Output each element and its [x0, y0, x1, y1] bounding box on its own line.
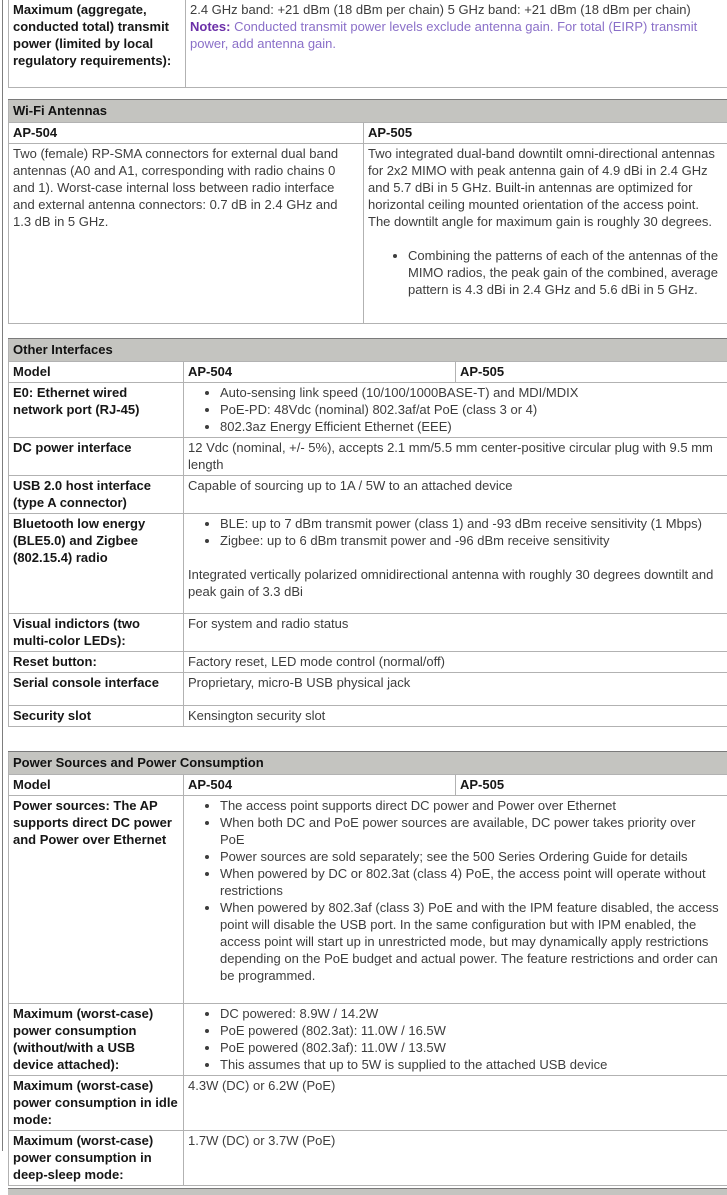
table-row — [9, 796, 727, 1004]
row-label: USB 2.0 host interface (type A connector) — [9, 476, 184, 514]
bullet-item: • This assumes that up to 5W is supplied to the attached USB device — [220, 1056, 722, 1073]
row-label: E0: Ethernet wired network port (RJ-45) — [9, 383, 184, 438]
bullet-list — [188, 1005, 722, 1073]
bullet-item: • 802.3az Energy Efficient Ethernet (EEE) — [220, 418, 722, 435]
table-row — [9, 673, 727, 706]
col-header-ap504: AP-504 — [184, 775, 456, 796]
model-header-row — [9, 123, 727, 144]
row-label: Maximum (worst-case) power consumption in deep-sleep mode: — [9, 1131, 184, 1186]
row-label: DC power interface — [9, 438, 184, 476]
transmit-power-label: Maximum (aggregate, conducted total) transmit power (limited by local regulatory requirements): — [9, 0, 186, 88]
wifi-antennas-title: Wi-Fi Antennas — [9, 100, 727, 123]
table-row — [9, 706, 727, 727]
row-value: 1.7W (DC) or 3.7W (PoE) — [184, 1131, 727, 1186]
bullet-item: • Combining the patterns of each of the antennas of the MIMO radios, the peak gain of the combined, average pattern is 4.3 dBi in 2.4 GHz and 5.6 dBi in 5 GHz. — [408, 247, 722, 298]
table-row — [9, 383, 727, 438]
row-label: Reset button: — [9, 652, 184, 673]
bullet-item: • When powered by DC or 802.3at (class 4) PoE, the access point will operate without restrictions — [220, 865, 722, 899]
bullet-item: • PoE powered (802.3at): 11.0W / 16.5W — [220, 1022, 722, 1039]
col-header-ap504: AP-504 — [9, 123, 364, 144]
ap505-antenna-text: Two integrated dual-band downtilt omni-directional antennas for 2x2 MIMO with peak antenna gain of 4.9 dBi in 2.4 GHz and 5.7 dBi in 5 GHz. Built-in antennas are optimized for horizontal ceiling mounted orientation of the access point. The downtilt angle for maximum gain is roughly 30 degrees. — [368, 145, 722, 230]
row-label: Bluetooth low energy (BLE5.0) and Zigbee (802.15.4) radio — [9, 514, 184, 614]
row-after-text: Integrated vertically polarized omnidirectional antenna with roughly 30 degrees downtilt and peak gain of 3.3 dBi — [188, 566, 722, 600]
table-row — [9, 438, 727, 476]
section-header-row — [9, 100, 727, 123]
page-left-border — [2, 0, 3, 1151]
model-header-row — [9, 362, 727, 383]
bullet-item: • When powered by 802.3af (class 3) PoE and with the IPM feature disabled, the access point will disable the USB port. In the same configuration but with IPM enabled, the access point will start up in unrestricted mode, but may dynamically apply restrictions depending on the PoE budget and actual power. The feature restrictions and order can be programmed. — [220, 899, 722, 984]
bullet-list — [188, 797, 722, 984]
bullet-item: • The access point supports direct DC power and Power over Ethernet — [220, 797, 722, 814]
other-interfaces-table — [8, 338, 727, 727]
ap504-antenna-text: Two (female) RP-SMA connectors for external dual band antennas (A0 and A1, corresponding with radio chains 0 and 1). Worst-case internal loss between radio interface and external antenna connectors: 0.7 dB in 2.4 GHz and 1.3 dB in 5 GHz. — [13, 145, 358, 230]
col-header-ap504: AP-504 — [184, 362, 456, 383]
notes-text: Conducted transmit power levels exclude antenna gain. For total (EIRP) transmit power, add antenna gain. — [190, 19, 697, 51]
row-value-cell — [184, 514, 727, 614]
row-value: Kensington security slot — [184, 706, 727, 727]
next-section-band-partial — [8, 1188, 727, 1195]
col-header-model: Model — [9, 362, 184, 383]
power-table — [8, 751, 727, 1186]
table-row — [9, 144, 727, 324]
row-label: Power sources: The AP supports direct DC power and Power over Ethernet — [9, 796, 184, 1004]
table-row — [9, 614, 727, 652]
table-row — [9, 652, 727, 673]
model-header-row — [9, 775, 727, 796]
bullet-item: • DC powered: 8.9W / 14.2W — [220, 1005, 722, 1022]
power-title: Power Sources and Power Consumption — [9, 752, 727, 775]
row-value: For system and radio status — [184, 614, 727, 652]
bullet-item: • Power sources are sold separately; see the 500 Series Ordering Guide for details — [220, 848, 722, 865]
row-label: Maximum (worst-case) power consumption (without/with a USB device attached): — [9, 1004, 184, 1076]
col-header-ap505: AP-505 — [456, 775, 727, 796]
row-value-cell — [184, 796, 727, 1004]
row-value-cell — [184, 383, 727, 438]
ap505-antenna-bullets — [368, 247, 722, 298]
transmit-power-notes — [190, 18, 722, 52]
wifi-antennas-table — [8, 99, 727, 324]
row-label: Visual indictors (two multi-color LEDs): — [9, 614, 184, 652]
transmit-power-value-cell — [186, 0, 727, 88]
row-value-cell — [184, 1004, 727, 1076]
bullet-item: • PoE powered (802.3af): 11.0W / 13.5W — [220, 1039, 722, 1056]
bullet-item: • Auto-sensing link speed (10/100/1000BASE-T) and MDI/MDIX — [220, 384, 722, 401]
table-row — [9, 0, 727, 88]
row-value: Proprietary, micro-B USB physical jack — [184, 673, 727, 706]
ap504-antenna-cell — [9, 144, 364, 324]
row-label: Serial console interface — [9, 673, 184, 706]
section-header-row — [9, 752, 727, 775]
row-label: Security slot — [9, 706, 184, 727]
table-row — [9, 1004, 727, 1076]
row-label: Maximum (worst-case) power consumption in idle mode: — [9, 1076, 184, 1131]
notes-label: Notes: — [190, 19, 230, 34]
table-row — [9, 1076, 727, 1131]
col-header-ap505: AP-505 — [456, 362, 727, 383]
bullet-item: • Zigbee: up to 6 dBm transmit power and -96 dBm receive sensitivity — [220, 532, 722, 549]
other-interfaces-title: Other Interfaces — [9, 339, 727, 362]
bullet-item: • When both DC and PoE power sources are available, DC power takes priority over PoE — [220, 814, 722, 848]
col-header-model: Model — [9, 775, 184, 796]
row-value: 4.3W (DC) or 6.2W (PoE) — [184, 1076, 727, 1131]
section-header-row — [9, 339, 727, 362]
transmit-power-value: 2.4 GHz band: +21 dBm (18 dBm per chain) 5 GHz band: +21 dBm (18 dBm per chain) — [190, 1, 722, 18]
col-header-ap505: AP-505 — [364, 123, 727, 144]
table-row — [9, 514, 727, 614]
bullet-list — [188, 515, 722, 549]
bullet-list — [188, 384, 722, 435]
bullet-item: • PoE-PD: 48Vdc (nominal) 802.3af/at PoE (class 3 or 4) — [220, 401, 722, 418]
row-value: Factory reset, LED mode control (normal/off) — [184, 652, 727, 673]
table-row — [9, 1131, 727, 1186]
transmit-power-table — [8, 0, 727, 88]
bullet-item: • BLE: up to 7 dBm transmit power (class 1) and -93 dBm receive sensitivity (1 Mbps) — [220, 515, 722, 532]
table-row — [9, 476, 727, 514]
ap505-antenna-cell — [364, 144, 727, 324]
row-value: Capable of sourcing up to 1A / 5W to an attached device — [184, 476, 727, 514]
row-value: 12 Vdc (nominal, +/- 5%), accepts 2.1 mm/5.5 mm center-positive circular plug with 9.5 mm length — [184, 438, 727, 476]
